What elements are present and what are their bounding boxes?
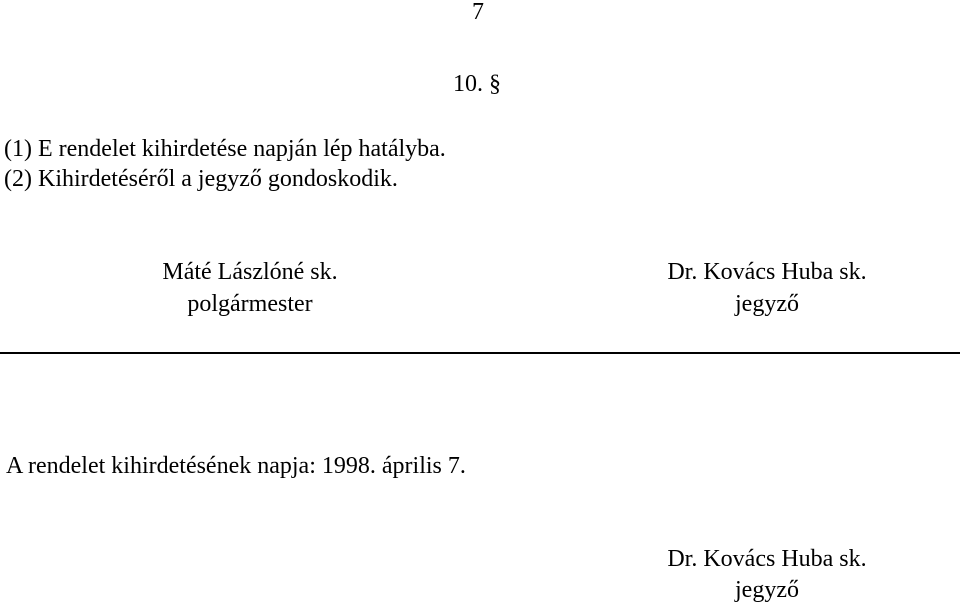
signature-left-name: Máté Lászlóné sk. — [162, 259, 338, 285]
horizontal-divider — [0, 352, 960, 354]
footer-signature-name: Dr. Kovács Huba sk. — [667, 546, 867, 572]
promulgation-text: A rendelet kihirdetésének napja: 1998. április 7. — [6, 453, 466, 479]
paragraph-1: (1) E rendelet kihirdetése napján lép hatályba. — [4, 136, 446, 162]
paragraph-2: (2) Kihirdetéséről a jegyző gondoskodik. — [4, 166, 398, 192]
signature-right-title: jegyző — [735, 291, 799, 317]
page-number: 7 — [472, 0, 484, 25]
signature-left-title: polgármester — [187, 291, 313, 317]
signature-right-name: Dr. Kovács Huba sk. — [667, 259, 867, 285]
footer-signature-title: jegyző — [735, 577, 799, 603]
section-heading: 10. § — [453, 71, 501, 97]
